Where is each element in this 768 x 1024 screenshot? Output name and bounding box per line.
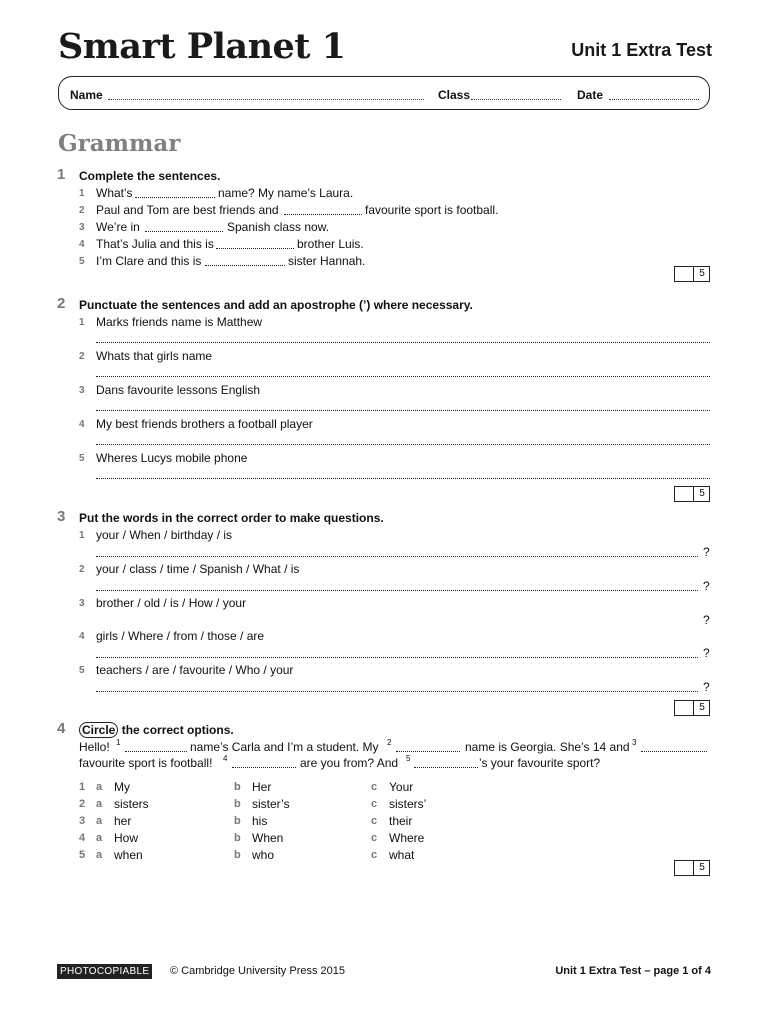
item-number: 2 xyxy=(79,205,85,216)
score-value: 5 xyxy=(699,268,705,279)
option-letter-c: c xyxy=(371,849,378,861)
option-letter-a: a xyxy=(96,815,103,827)
score-box xyxy=(674,860,710,876)
item-text: Dans favourite lessons English xyxy=(96,383,261,397)
exercise-instruction xyxy=(79,723,234,737)
section-title: Grammar xyxy=(58,130,181,157)
sentence-end: name? My name’s Laura. xyxy=(218,186,354,200)
blank-number: 1 xyxy=(116,738,121,747)
option-number: 2 xyxy=(79,798,86,810)
answer-line[interactable] xyxy=(96,444,710,445)
date-field[interactable] xyxy=(609,99,699,100)
exercise-number: 1 xyxy=(57,166,66,183)
item-number: 5 xyxy=(79,665,85,676)
sentence-start: Paul and Tom are best friends and xyxy=(96,203,279,217)
blank-number: 5 xyxy=(406,754,411,763)
option-c[interactable]: what xyxy=(389,848,415,862)
question-mark: ? xyxy=(703,680,710,694)
answer-line[interactable] xyxy=(96,410,710,411)
option-letter-c: c xyxy=(371,781,378,793)
item-number: 2 xyxy=(79,564,85,575)
option-letter-b: b xyxy=(234,849,241,861)
item-number: 5 xyxy=(79,256,85,267)
exercise-instruction: Punctuate the sentences and add an apostrophe (’) where necessary. xyxy=(79,298,473,312)
option-letter-c: c xyxy=(371,815,378,827)
item-number: 3 xyxy=(79,598,85,609)
item-text: brother / old / is / How / your xyxy=(96,596,247,610)
answer-line[interactable] xyxy=(96,556,698,557)
score-value: 5 xyxy=(699,488,705,499)
class-field[interactable] xyxy=(471,99,561,100)
score-box xyxy=(674,266,710,282)
blank-number: 3 xyxy=(632,738,637,747)
answer-blank[interactable] xyxy=(414,767,478,768)
answer-line[interactable] xyxy=(96,376,710,377)
circle-word: Circle xyxy=(79,722,118,738)
answer-line[interactable] xyxy=(96,691,698,692)
item-text: Wheres Lucys mobile phone xyxy=(96,451,248,465)
unit-title: Unit 1 Extra Test xyxy=(571,40,712,60)
instruction-rest: the correct options. xyxy=(121,723,234,737)
option-a[interactable]: How xyxy=(114,831,139,845)
passage-text: are you from? And xyxy=(300,756,399,770)
item-number: 4 xyxy=(79,419,85,430)
option-c[interactable]: Your xyxy=(389,780,414,794)
option-a[interactable]: sisters xyxy=(114,797,149,811)
sentence-start: We’re in xyxy=(96,220,140,234)
option-letter-b: b xyxy=(234,798,241,810)
answer-line[interactable] xyxy=(96,342,710,343)
option-b[interactable]: who xyxy=(252,848,275,862)
score-value: 5 xyxy=(699,862,705,873)
option-b[interactable]: sister’s xyxy=(252,797,290,811)
sentence-end: Spanish class now. xyxy=(227,220,330,234)
item-number: 1 xyxy=(79,188,85,199)
option-letter-c: c xyxy=(371,798,378,810)
answer-line[interactable] xyxy=(96,590,698,591)
answer-line[interactable] xyxy=(96,624,698,625)
item-text: My best friends brothers a football player xyxy=(96,417,313,431)
answer-blank[interactable] xyxy=(216,248,294,249)
brand-title: Smart Planet 1 xyxy=(58,26,346,67)
option-number: 3 xyxy=(79,815,86,827)
sentence-end: favourite sport is football. xyxy=(365,203,499,217)
exercise-number: 3 xyxy=(57,508,66,525)
item-text: teachers / are / favourite / Who / your xyxy=(96,663,294,677)
item-number: 4 xyxy=(79,239,85,250)
sentence-start: What’s xyxy=(96,186,133,200)
copyright: © Cambridge University Press 2015 xyxy=(170,965,346,977)
option-letter-b: b xyxy=(234,781,241,793)
item-text: your / class / time / Spanish / What / is xyxy=(96,562,300,576)
answer-blank[interactable] xyxy=(125,751,187,752)
item-number: 4 xyxy=(79,631,85,642)
item-text: your / When / birthday / is xyxy=(96,528,233,542)
option-b[interactable]: his xyxy=(252,814,268,828)
option-a[interactable]: her xyxy=(114,814,132,828)
answer-blank[interactable] xyxy=(145,231,223,232)
passage-text: ’s your favourite sport? xyxy=(479,756,601,770)
item-number: 3 xyxy=(79,222,85,233)
passage-text: name is Georgia. She’s 14 and xyxy=(465,740,630,754)
option-a[interactable]: when xyxy=(114,848,143,862)
sentence-start: That’s Julia and this is xyxy=(96,237,214,251)
option-number: 5 xyxy=(79,849,86,861)
question-mark: ? xyxy=(703,646,710,660)
blank-number: 4 xyxy=(223,754,228,763)
answer-line[interactable] xyxy=(96,478,710,479)
date-label: Date xyxy=(577,88,604,102)
exercise-instruction: Put the words in the correct order to make questions. xyxy=(79,511,384,525)
option-b[interactable]: Her xyxy=(252,780,272,794)
option-c[interactable]: their xyxy=(389,814,413,828)
option-letter-c: c xyxy=(371,832,378,844)
sentence-end: brother Luis. xyxy=(297,237,364,251)
option-letter-b: b xyxy=(234,815,241,827)
answer-blank[interactable] xyxy=(284,214,362,215)
blank-number: 2 xyxy=(387,738,392,747)
score-value: 5 xyxy=(699,702,705,713)
option-letter-a: a xyxy=(96,832,103,844)
item-number: 3 xyxy=(79,385,85,396)
page-indicator: Unit 1 Extra Test – page 1 of 4 xyxy=(555,965,711,977)
answer-blank[interactable] xyxy=(396,751,460,752)
photocopiable-badge: PHOTOCOPIABLE xyxy=(57,964,152,979)
option-letter-a: a xyxy=(96,798,103,810)
sentence-end: sister Hannah. xyxy=(288,254,366,268)
answer-line[interactable] xyxy=(96,657,698,658)
option-number: 1 xyxy=(79,781,86,793)
item-text: Marks friends name is Matthew xyxy=(96,315,263,329)
option-number: 4 xyxy=(79,832,86,844)
option-b[interactable]: When xyxy=(252,831,284,845)
option-letter-a: a xyxy=(96,849,103,861)
passage-text: Hello! xyxy=(79,740,110,754)
option-c[interactable]: Where xyxy=(389,831,425,845)
exercise-number: 4 xyxy=(57,720,66,737)
option-letter-b: b xyxy=(234,832,241,844)
class-label: Class xyxy=(438,88,471,102)
exercise-number: 2 xyxy=(57,295,66,312)
name-field[interactable] xyxy=(108,99,424,100)
answer-blank[interactable] xyxy=(232,767,296,768)
passage-text: favourite sport is football! xyxy=(79,756,213,770)
item-number: 1 xyxy=(79,317,85,328)
item-number: 5 xyxy=(79,453,85,464)
student-info-box xyxy=(58,76,710,110)
score-box xyxy=(674,700,710,716)
option-c[interactable]: sisters’ xyxy=(389,797,427,811)
item-text: girls / Where / from / those / are xyxy=(96,629,265,643)
question-mark: ? xyxy=(703,545,710,559)
item-number: 1 xyxy=(79,530,85,541)
passage-text: name’s Carla and I’m a student. My xyxy=(190,740,379,754)
name-label: Name xyxy=(70,88,103,102)
item-number: 2 xyxy=(79,351,85,362)
item-text: Whats that girls name xyxy=(96,349,213,363)
question-mark: ? xyxy=(703,613,710,627)
score-box xyxy=(674,486,710,502)
exercise-instruction: Complete the sentences. xyxy=(79,169,221,183)
sentence-start: I’m Clare and this is xyxy=(96,254,202,268)
answer-blank[interactable] xyxy=(641,751,707,752)
option-letter-a: a xyxy=(96,781,103,793)
answer-blank[interactable] xyxy=(205,265,285,266)
option-a[interactable]: My xyxy=(114,780,130,794)
answer-blank[interactable] xyxy=(135,197,215,198)
question-mark: ? xyxy=(703,579,710,593)
